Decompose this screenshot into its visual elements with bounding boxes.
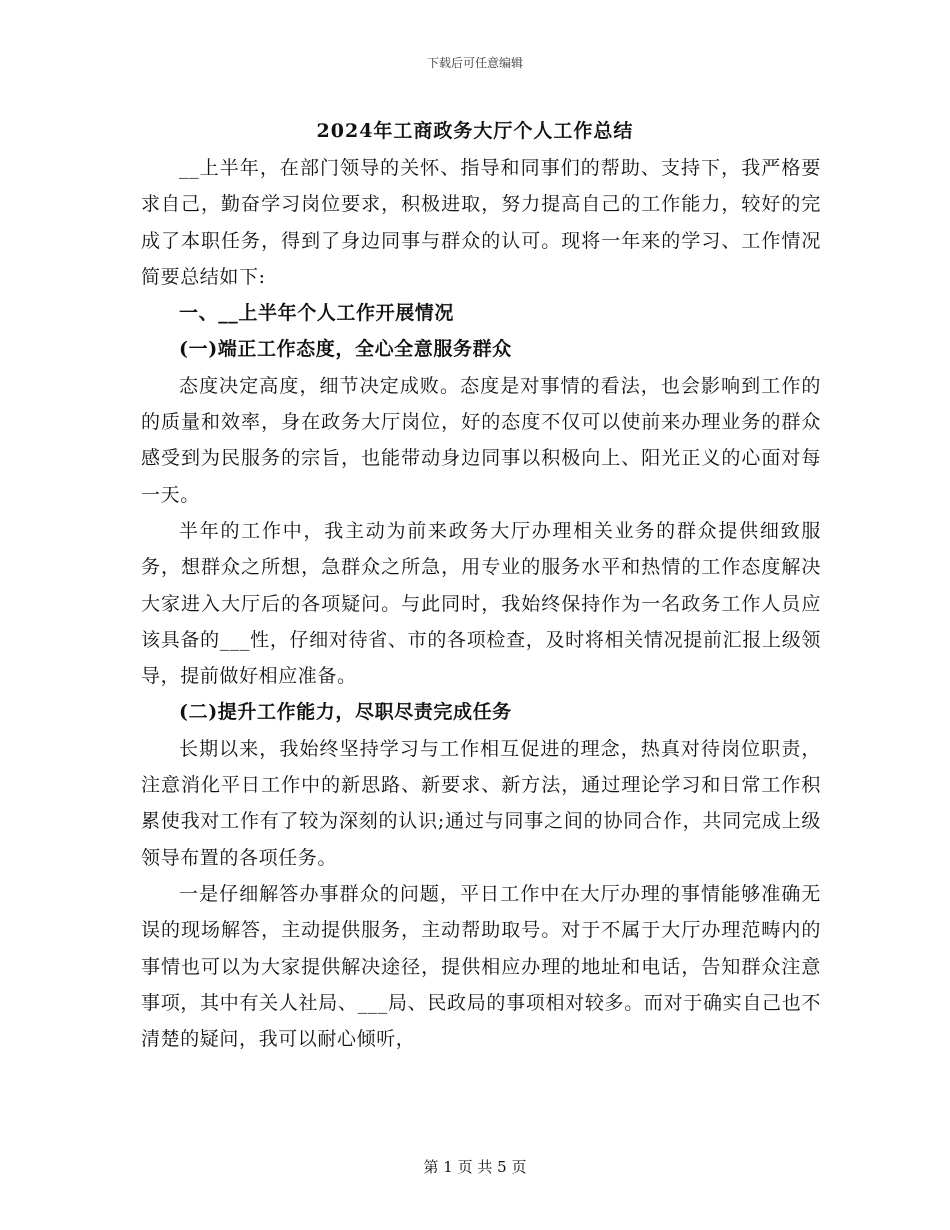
document-title: 2024年工商政务大厅个人工作总结 (316, 120, 634, 142)
paragraph-answering: 一是仔细解答办事群众的问题，平日工作中在大厅办理的事情能够准确无误的现场解答，主动提供服务，主动帮助取号。对于不属于大厅办理范畴内的事情也可以为大家提供解决途径，提供相应办理的地址和电话，告知群众注意事项，其中有关人社局、___局、民政局的事项相对较多。而对于确实自己也不清楚的疑问，我可以耐心倾听， (141, 882, 821, 1051)
paragraph-attitude: 态度决定高度，细节决定成败。态度是对事情的看法，也会影响到工作的的质量和效率，身在政务大厅岗位，好的态度不仅可以使前来办理业务的群众感受到为民服务的宗旨，也能带动身边同事以积极向上、阳光正义的心面对每一天。 (141, 374, 821, 506)
paragraph-service: 半年的工作中，我主动为前来政务大厅办理相关业务的群众提供细致服务，想群众之所想，急群众之所急，用专业的服务水平和热情的工作态度解决大家进入大厅后的各项疑问。与此同时，我始终保持作为一名政务工作人员应该具备的___性，仔细对待省、市的各项检查，及时将相关情况提前汇报上级领导，提前做好相应准备。 (141, 519, 821, 688)
page-footer: 第 1 页 共 5 页 (423, 1158, 527, 1176)
header-note: 下载后可任意编辑 (426, 56, 523, 70)
paragraph-ability: 长期以来，我始终坚持学习与工作相互促进的理念，热真对待岗位职责，注意消化平日工作中的新思路、新要求、新方法，通过理论学习和日常工作积累使我对工作有了较为深刻的认识;通过与同事之间的协同合作，共同完成上级领导布置的各项任务。 (141, 737, 821, 869)
paragraph-intro: __上半年，在部门领导的关怀、指导和同事们的帮助、支持下，我严格要求自己，勤奋学习岗位要求，积极进取，努力提高自己的工作能力，较好的完成了本职任务，得到了身边同事与群众的认可。现将一年来的学习、工作情况简要总结如下: (141, 157, 821, 288)
subsection-heading-2: (二)提升工作能力，尽职尽责完成任务 (179, 701, 512, 724)
subsection-heading-1: (一)端正工作态度，全心全意服务群众 (179, 338, 512, 361)
section-heading-1: 一、__上半年个人工作开展情况 (179, 302, 455, 325)
document-body (141, 150, 821, 1057)
